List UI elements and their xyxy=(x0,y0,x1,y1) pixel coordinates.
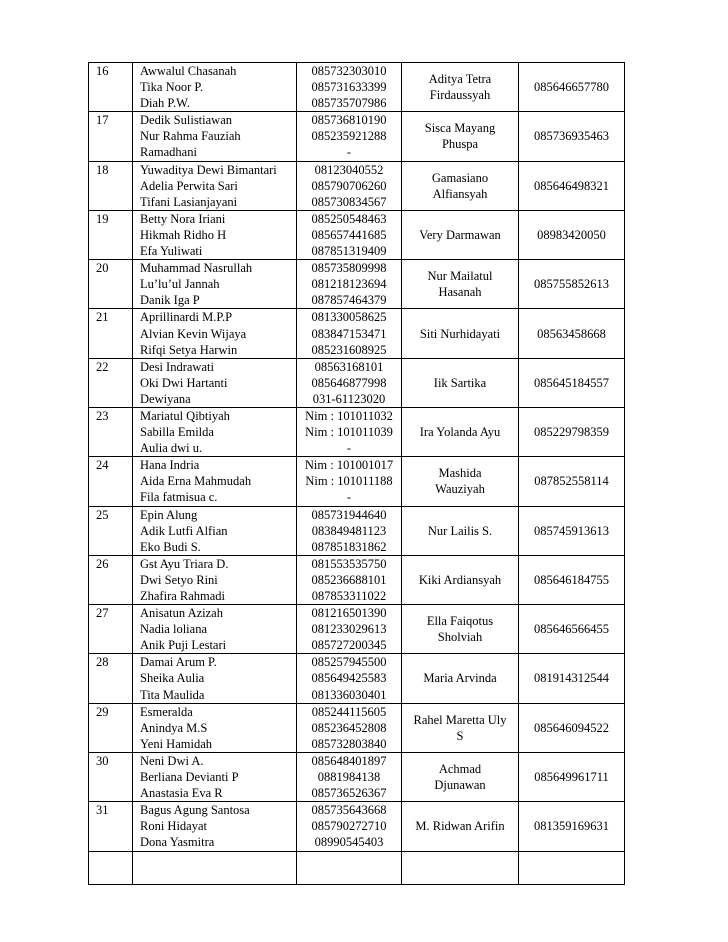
group-number: 21 xyxy=(89,309,133,358)
empty-cell xyxy=(402,851,519,884)
member-phone: Nim : 101011188 xyxy=(305,474,393,489)
coordinator-cell xyxy=(402,260,519,309)
group-table-body xyxy=(89,63,625,885)
coordinator-name-line: Wauziyah xyxy=(435,482,485,497)
coordinator-phone: 085646094522 xyxy=(519,703,625,752)
member-phone: 085790272710 xyxy=(311,819,387,834)
coordinator-name-line: Nur Lailis S. xyxy=(427,523,493,538)
member-name: Tifani Lasianjayani xyxy=(140,194,238,209)
empty-cell xyxy=(519,851,625,884)
group-row xyxy=(89,555,625,604)
member-name: Zhafira Rahmadi xyxy=(140,589,226,603)
coordinator-phone: 081359169631 xyxy=(519,802,625,851)
group-number: 20 xyxy=(89,260,133,309)
member-name: Rifqi Setya Harwin xyxy=(140,342,238,357)
member-phone: 085735707986 xyxy=(311,96,387,111)
member-name: Nur Rahma Fauziah xyxy=(140,129,241,144)
member-name: Hana Indria xyxy=(140,458,200,473)
group-row xyxy=(89,605,625,654)
member-phones-cell xyxy=(297,752,402,801)
member-phone: 085244115605 xyxy=(311,704,387,719)
member-phone: 085646877998 xyxy=(311,375,387,390)
coordinator-cell xyxy=(402,605,519,654)
coordinator-cell xyxy=(402,112,519,161)
member-phone: 081216501390 xyxy=(311,606,387,621)
coordinator-phone: 085745913613 xyxy=(519,506,625,555)
group-row xyxy=(89,802,625,851)
member-phones-cell xyxy=(297,358,402,407)
coordinator-cell xyxy=(402,457,519,506)
member-name: Aprillinardi M.P.P xyxy=(140,310,233,325)
coordinator-name-line: Gamasiano xyxy=(431,170,489,185)
member-name: Nadia loliana xyxy=(140,622,207,637)
group-row xyxy=(89,457,625,506)
member-name: Efa Yuliwati xyxy=(140,244,203,259)
group-row xyxy=(89,506,625,555)
member-names-cell xyxy=(133,161,297,210)
group-number: 22 xyxy=(89,358,133,407)
member-phone: 0881984138 xyxy=(317,770,381,785)
empty-row xyxy=(89,851,625,884)
member-phone: 087851831862 xyxy=(311,539,387,554)
member-name: Lu’lu’ul Jannah xyxy=(140,277,220,292)
member-phone: 085649425583 xyxy=(311,671,387,686)
member-name: Roni Hidayat xyxy=(140,819,208,834)
coordinator-name-line: Nur Mailatul xyxy=(427,269,493,284)
member-name: Adik Lutfi Alfian xyxy=(140,523,228,538)
group-number: 26 xyxy=(89,555,133,604)
coordinator-name-line: Maria Arvinda xyxy=(423,671,497,686)
member-name: Epin Alung xyxy=(140,507,198,522)
group-row xyxy=(89,309,625,358)
member-phones-cell xyxy=(297,555,402,604)
member-phone: - xyxy=(346,441,352,456)
member-name: Bagus Agung Santosa xyxy=(140,803,250,818)
member-names-cell xyxy=(133,112,297,161)
coordinator-name-line: Mashida xyxy=(438,466,482,481)
member-names-cell xyxy=(133,605,297,654)
member-phone: 085732803840 xyxy=(311,736,387,751)
group-number: 24 xyxy=(89,457,133,506)
member-name: Ramadhani xyxy=(140,145,197,160)
group-table xyxy=(88,62,625,885)
member-phone: 031-61123020 xyxy=(312,391,386,406)
group-row xyxy=(89,210,625,259)
member-name: Adelia Perwita Sari xyxy=(140,178,238,193)
member-name: Awwalul Chasanah xyxy=(140,64,237,78)
member-name: Diah P.W. xyxy=(140,96,190,111)
member-name: Aulia dwi u. xyxy=(140,441,203,456)
coordinator-phone: 085649961711 xyxy=(519,752,625,801)
member-phone: 085648401897 xyxy=(311,753,387,768)
member-name: Anindya M.S xyxy=(140,720,208,735)
group-row xyxy=(89,703,625,752)
member-phones-cell xyxy=(297,703,402,752)
coordinator-name-line: S xyxy=(456,728,464,743)
member-phones-cell xyxy=(297,161,402,210)
coordinator-name-line: Kiki Ardiansyah xyxy=(418,572,502,587)
group-number: 28 xyxy=(89,654,133,703)
member-phone: 085730834567 xyxy=(311,194,387,209)
coordinator-cell xyxy=(402,802,519,851)
group-number: 18 xyxy=(89,161,133,210)
group-row xyxy=(89,161,625,210)
coordinator-name-line: Siti Nurhidayati xyxy=(419,326,501,341)
member-name: Berliana Devianti P xyxy=(140,770,239,785)
member-name: Yuwaditya Dewi Bimantari xyxy=(140,162,277,177)
coordinator-phone: 085645184557 xyxy=(519,358,625,407)
coordinator-phone: 085646566455 xyxy=(519,605,625,654)
member-names-cell xyxy=(133,654,297,703)
group-number: 27 xyxy=(89,605,133,654)
coordinator-cell xyxy=(402,63,519,112)
member-name: Muhammad Nasrullah xyxy=(140,261,253,276)
member-phone: 085727200345 xyxy=(311,638,387,653)
member-name: Anik Puji Lestari xyxy=(140,638,227,653)
coordinator-phone: 085755852613 xyxy=(519,260,625,309)
member-phone: Nim : 101001017 xyxy=(304,458,394,473)
member-phone: 085731944640 xyxy=(311,507,387,522)
group-number: 31 xyxy=(89,802,133,851)
member-phone: 085657441685 xyxy=(311,227,387,242)
coordinator-cell xyxy=(402,161,519,210)
member-name: Oki Dwi Hartanti xyxy=(140,375,228,390)
group-row xyxy=(89,407,625,456)
member-phone: 085736526367 xyxy=(311,786,387,801)
member-name: Tika Noor P. xyxy=(140,80,204,95)
member-phone: 081233029613 xyxy=(311,622,387,637)
member-name: Neni Dwi A. xyxy=(140,753,204,768)
coordinator-phone: 087852558114 xyxy=(519,457,625,506)
member-phone: 081553535750 xyxy=(311,556,387,571)
member-names-cell xyxy=(133,260,297,309)
member-name: Alvian Kevin Wijaya xyxy=(140,326,247,341)
coordinator-cell xyxy=(402,752,519,801)
coordinator-name-line: Sisca Mayang xyxy=(424,121,496,136)
member-phone: 087851319409 xyxy=(311,244,387,259)
member-phones-cell xyxy=(297,309,402,358)
member-phones-cell xyxy=(297,63,402,112)
coordinator-phone: 085646498321 xyxy=(519,161,625,210)
coordinator-cell xyxy=(402,407,519,456)
member-names-cell xyxy=(133,63,297,112)
coordinator-phone: 085646184755 xyxy=(519,555,625,604)
group-number: 29 xyxy=(89,703,133,752)
member-phone: 08990545403 xyxy=(314,835,384,850)
coordinator-cell xyxy=(402,555,519,604)
member-name: Gst Ayu Triara D. xyxy=(140,556,229,571)
empty-cell xyxy=(297,851,402,884)
empty-cell xyxy=(89,851,133,884)
coordinator-name-line: Firdaussyah xyxy=(429,88,491,103)
group-row xyxy=(89,260,625,309)
member-name: Dona Yasmitra xyxy=(140,835,215,850)
member-name: Tita Maulida xyxy=(140,687,205,702)
group-number: 25 xyxy=(89,506,133,555)
group-number: 23 xyxy=(89,407,133,456)
member-names-cell xyxy=(133,309,297,358)
member-phone: 085731633399 xyxy=(311,80,387,95)
member-name: Sabilla Emilda xyxy=(140,425,214,440)
coordinator-name-line: Achmad xyxy=(438,761,482,776)
member-phone: 081330058625 xyxy=(311,310,387,325)
coordinator-cell xyxy=(402,309,519,358)
coordinator-name-line: Very Darmawan xyxy=(419,227,501,242)
member-phone: 083849481123 xyxy=(311,523,387,538)
member-phone: 085235921288 xyxy=(311,129,387,144)
member-phones-cell xyxy=(297,112,402,161)
coordinator-name-line: Ira Yolanda Ayu xyxy=(419,425,501,440)
member-phone: 087853311022 xyxy=(311,589,387,603)
member-names-cell xyxy=(133,802,297,851)
member-name: Damai Arum P. xyxy=(140,655,217,670)
coordinator-phone: 085646657780 xyxy=(519,63,625,112)
member-names-cell xyxy=(133,555,297,604)
member-phone: 085236688101 xyxy=(311,572,387,587)
coordinator-phone: 085736935463 xyxy=(519,112,625,161)
member-phone: 08563168101 xyxy=(314,359,384,374)
member-names-cell xyxy=(133,457,297,506)
coordinator-name-line: Iik Sartika xyxy=(433,375,487,390)
group-row xyxy=(89,752,625,801)
member-phone: - xyxy=(346,145,352,160)
coordinator-name-line: Aditya Tetra xyxy=(428,72,492,87)
member-name: Dwi Setyo Rini xyxy=(140,572,218,587)
member-name: Desi Indrawati xyxy=(140,359,214,374)
member-name: Betty Nora Iriani xyxy=(140,211,226,226)
document-page xyxy=(88,62,624,885)
group-row xyxy=(89,63,625,112)
member-phones-cell xyxy=(297,260,402,309)
member-phones-cell xyxy=(297,654,402,703)
member-phone: 085735643668 xyxy=(311,803,387,818)
coordinator-name-line: Phuspa xyxy=(441,137,479,152)
member-name: Dewiyana xyxy=(140,391,191,406)
coordinator-cell xyxy=(402,654,519,703)
member-name: Yeni Hamidah xyxy=(140,736,212,751)
member-phone: 083847153471 xyxy=(311,326,387,341)
coordinator-phone: 085229798359 xyxy=(519,407,625,456)
coordinator-cell xyxy=(402,358,519,407)
member-phone: 08123040552 xyxy=(314,162,384,177)
member-names-cell xyxy=(133,506,297,555)
member-name: Fila fatmisua c. xyxy=(140,490,218,505)
member-phone: - xyxy=(346,490,352,505)
member-name: Hikmah Ridho H xyxy=(140,227,227,242)
member-phone: Nim : 101011039 xyxy=(305,425,393,440)
group-row xyxy=(89,358,625,407)
group-number: 19 xyxy=(89,210,133,259)
member-phone: 085236452808 xyxy=(311,720,387,735)
member-names-cell xyxy=(133,752,297,801)
member-name: Dedik Sulistiawan xyxy=(140,113,233,128)
group-number: 30 xyxy=(89,752,133,801)
member-phones-cell xyxy=(297,457,402,506)
member-phones-cell xyxy=(297,407,402,456)
member-name: Esmeralda xyxy=(140,704,193,719)
member-phone: 087857464379 xyxy=(311,293,387,308)
member-phone: 085736810190 xyxy=(311,113,387,128)
member-phone: 085735809998 xyxy=(311,261,387,276)
member-name: Mariatul Qibtiyah xyxy=(140,408,230,423)
member-phone: 085790706260 xyxy=(311,178,387,193)
member-phone: 081336030401 xyxy=(311,687,387,702)
coordinator-cell xyxy=(402,210,519,259)
member-phone: 085250548463 xyxy=(311,211,387,226)
member-phone: 085231608925 xyxy=(311,342,387,357)
member-name: Danik Iga P xyxy=(140,293,200,308)
group-row xyxy=(89,112,625,161)
coordinator-phone: 08563458668 xyxy=(519,309,625,358)
group-number: 16 xyxy=(89,63,133,112)
coordinator-name-line: Djunawan xyxy=(434,778,486,793)
empty-cell xyxy=(133,851,297,884)
group-row xyxy=(89,654,625,703)
coordinator-cell xyxy=(402,506,519,555)
member-phones-cell xyxy=(297,605,402,654)
member-names-cell xyxy=(133,358,297,407)
member-name: Aida Erna Mahmudah xyxy=(140,474,252,489)
coordinator-phone: 08983420050 xyxy=(519,210,625,259)
member-names-cell xyxy=(133,703,297,752)
coordinator-name-line: Rahel Maretta Uly xyxy=(413,712,507,727)
member-phone: 085257945500 xyxy=(311,655,387,670)
coordinator-name-line: M. Ridwan Arifin xyxy=(415,819,505,834)
member-phones-cell xyxy=(297,506,402,555)
coordinator-name-line: Ella Faiqotus xyxy=(426,614,494,629)
member-phones-cell xyxy=(297,802,402,851)
member-phone: 081218123694 xyxy=(311,277,387,292)
coordinator-phone: 081914312544 xyxy=(519,654,625,703)
member-names-cell xyxy=(133,210,297,259)
member-phones-cell xyxy=(297,210,402,259)
coordinator-name-line: Sholviah xyxy=(437,630,483,645)
member-name: Anisatun Azizah xyxy=(140,606,223,621)
member-phone: 085732303010 xyxy=(311,64,387,78)
member-name: Anastasia Eva R xyxy=(140,786,223,801)
member-names-cell xyxy=(133,407,297,456)
member-name: Sheika Aulia xyxy=(140,671,205,686)
group-number: 17 xyxy=(89,112,133,161)
coordinator-cell xyxy=(402,703,519,752)
member-name: Eko Budi S. xyxy=(140,539,201,554)
coordinator-name-line: Hasanah xyxy=(438,285,482,300)
coordinator-name-line: Alfiansyah xyxy=(432,186,488,201)
member-phone: Nim : 101011032 xyxy=(305,408,393,423)
